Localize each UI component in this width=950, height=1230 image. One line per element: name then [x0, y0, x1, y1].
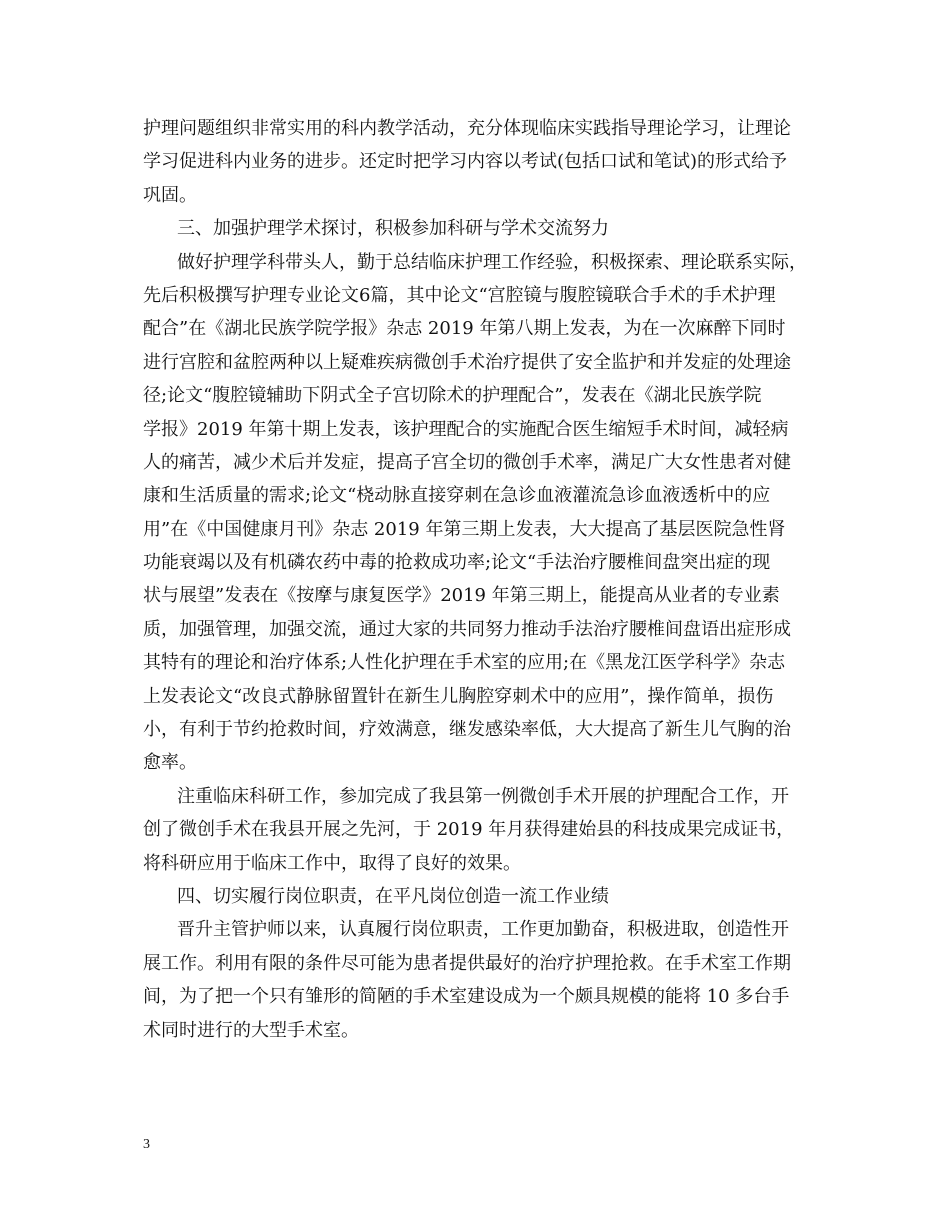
text-line: 状与展望”发表在《按摩与康复医学》2019 年第三期上，能提高从业者的专业素: [143, 585, 780, 607]
text-line: 愈率。: [143, 752, 197, 774]
text-line: 人的痛苦，减少术后并发症，提高子宫全切的微创手术率，满足广大女性患者对健: [143, 451, 791, 473]
text-line: 上发表论文“改良式静脉留置针在新生儿胸腔穿刺术中的应用”，操作简单，损伤: [143, 685, 774, 707]
page-number: 3: [143, 1137, 150, 1152]
text-line: 其特有的理论和治疗体系;人性化护理在手术室的应用;在《黑龙江医学科学》杂志: [143, 652, 786, 674]
text-line: 康和生活质量的需求;论文“桡动脉直接穿刺在急诊血液灌流急诊血液透析中的应: [143, 485, 771, 507]
text-line: 三、加强护理学术探讨，积极参加科研与学术交流努力: [177, 218, 609, 240]
text-line: 做好护理学科带头人，勤于总结临床护理工作经验，积极探索、理论联系实际，: [177, 251, 807, 273]
text-line: 术同时进行的大型手术室。: [143, 1019, 359, 1041]
text-line: 注重临床科研工作，参加完成了我县第一例微创手术开展的护理配合工作，开: [177, 785, 789, 807]
text-line: 巩固。: [143, 184, 197, 206]
text-line: 将科研应用于临床工作中，取得了良好的效果。: [143, 852, 521, 874]
text-line: 配合”在《湖北民族学院学报》杂志 2019 年第八期上发表，为在一次麻醉下同时: [143, 318, 786, 340]
text-line: 功能衰竭以及有机磷农药中毒的抢救成功率;论文“手法治疗腰椎间盘突出症的现: [143, 552, 771, 574]
text-line: 学习促进科内业务的进步。还定时把学习内容以考试(包括口试和笔试)的形式给予: [143, 151, 788, 173]
text-line: 学报》2019 年第十期上发表，该护理配合的实施配合医生缩短手术时间，减轻病: [143, 418, 789, 440]
text-line: 径;论文“腹腔镜辅助下阴式全子宫切除术的护理配合”，发表在《湖北民族学院: [143, 385, 762, 407]
text-line: 四、切实履行岗位职责，在平凡岗位创造一流工作业绩: [177, 885, 609, 907]
text-line: 创了微创手术在我县开展之先河，于 2019 年月获得建始县的科技成果完成证书，: [143, 819, 795, 841]
text-line: 间，为了把一个只有雏形的简陋的手术室建设成为一个颇具规模的能将 10 多台手: [143, 986, 790, 1008]
text-line: 进行宫腔和盆腔两种以上疑难疾病微创手术治疗提供了安全监护和并发症的处理途: [143, 351, 791, 373]
document-body: [143, 112, 819, 1047]
text-line: 护理问题组织非常实用的科内教学活动，充分体现临床实践指导理论学习，让理论: [143, 118, 791, 139]
text-line: 质，加强管理，加强交流，通过大家的共同努力推动手法治疗腰椎间盘语出症形成: [143, 618, 791, 640]
text-line: 晋升主管护师以来，认真履行岗位职责，工作更加勤奋，积极进取，创造性开: [177, 919, 789, 941]
text-line: 小，有利于节约抢救时间，疗效满意，继发感染率低，大大提高了新生儿气胸的治: [143, 719, 791, 741]
text-line: 展工作。利用有限的条件尽可能为患者提供最好的治疗护理抢救。在手术室工作期: [143, 952, 791, 974]
text-line: 用”在《中国健康月刊》杂志 2019 年第三期上发表，大大提高了基层医院急性肾: [143, 518, 786, 540]
text-line: 先后积极撰写护理专业论文6篇，其中论文“宫腔镜与腹腔镜联合手术的手术护理: [143, 284, 776, 306]
